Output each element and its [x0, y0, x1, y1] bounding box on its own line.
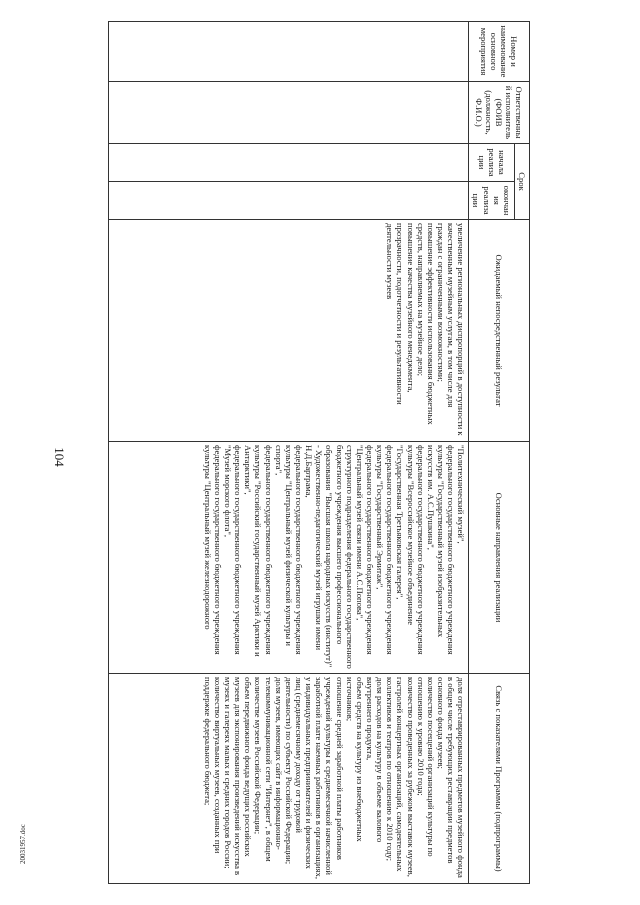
- cell-directions: "Политехнический музей", федерального государственного бюджетного учреждения культуры "Государственный музей изобразительных искусств им. А.С.Пушкина", федерального государственного бюджетного учреждения культуры "Всероссийское музейное объединение "Государственная Третьяковская галерея", федерального государственного бюджетного учреждения культуры "Государственный Эрмитаж", федерального государственного бюджетного учреждения "Центральный музей связи имени А.С.Попова", структурного подразделения федерального государственного бюджетного учреждения высшего профессионального образования "Высшая школа народных искусств (институт)" - Художественно-педагогический музей игрушки имени Н.Д.Бартрама, федерального государственного бюджетного учреждения культуры "Центральный музей физической культуры и спорта", федерального государственного бюджетного учреждения культуры "Российский государственный музей Арктики и Антарктики", федерального государственного бюджетного учреждения "Музей морского флота", федерального государственного бюджетного учреждения культуры "Центральный музей железнодорожного: [109, 442, 469, 674]
- header-term: Срок: [514, 144, 529, 220]
- header-row-1: [514, 22, 529, 884]
- program-table: [108, 21, 530, 884]
- cell-result: увеличение региональных диспропорций в доступности к качественным музейным услугам, в том числе для граждан с ограниченными возможностями; повышение эффективности использования бюджетных средств, направляемых на музейное дело; повышение качества музейного менеджмента, прозрачности, подотчетности и результативности деятельности музеев: [109, 220, 469, 442]
- header-term-end: окончания реализации: [469, 182, 515, 220]
- cell-term-start: [109, 144, 469, 182]
- header-indicators: Связь с показателями Программы (подпрограммы): [469, 674, 530, 884]
- header-term-start: начала реализации: [469, 144, 515, 182]
- cell-term-end: [109, 182, 469, 220]
- header-directions: Основные направления реализации: [469, 442, 530, 674]
- table-row: [109, 22, 469, 884]
- header-result: Ожидаемый непосредственный результат: [469, 220, 530, 442]
- cell-indicators: доля отреставрированных предметов музейного фонда в общем числе требующих реставрации предметов основного фонда музеев; количество посещений организаций культуры по отношению к уровню 2010 года; количество проведенных за рубежом выставок музеев, гастролей концертных организаций, самодеятельных коллективов и театров по отношению к 2010 году; доля расходов на культуру в объеме валового внутреннего продукта, объем средств на культуру из внебюджетных источников; отношение средней заработной платы работников учреждений культуры к среднемесячной начисленной заработной плате наемных работников в организациях, у индивидуальных предпринимателей и физических лиц (среднемесячному доходу от трудовой деятельности) по субъекту Российской Федерации; доля музеев, имеющих сайт в информационно-телекоммуникационной сети "Интернет", в общем количестве музеев Российской Федерации; объем передвижного фонда ведущих российских музеев для экспонирования произведений искусства в музеях и галереях малых и средних городов России; количество виртуальных музеев, созданных при поддержке федерального бюджета;: [109, 674, 469, 884]
- cell-executor: [109, 82, 469, 144]
- cell-activity: [109, 22, 469, 82]
- header-activity: Номер и наименование основного мероприятия: [469, 22, 530, 82]
- page-number: 104: [52, 447, 67, 467]
- header-executor: Ответственный исполнитель (ФОИВ (должность, Ф.И.О.): [469, 82, 530, 144]
- rotated-table-container: [110, 21, 530, 883]
- document-file-code: 20031957.doc: [19, 824, 27, 864]
